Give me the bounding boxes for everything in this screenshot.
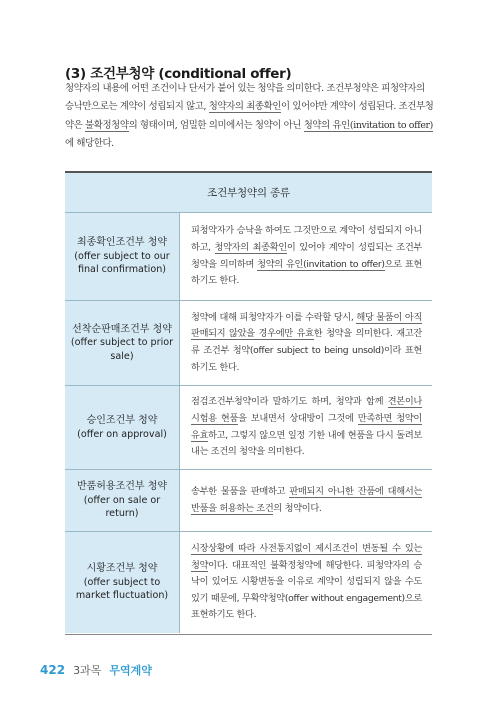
subject-label: 무역계약: [109, 664, 152, 677]
row-title-en: (offer on sale or return): [83, 494, 161, 520]
row-description: 피청약자가 승낙을 하여도 그것만으로 계약이 성립되지 아니하고, 청약자의 최종확인이 있어야 계약이 성립되는 조건부청약을 의미하며 청약의 유인(invitation to offer)으로 표현하기도 한다.: [191, 225, 422, 287]
offer-types-table: [65, 171, 432, 635]
row-title-ko: 반품허용조건부 청약: [76, 481, 168, 493]
table-row: [65, 532, 432, 633]
row-title: [65, 213, 180, 300]
row-title-ko: 승인조건부 청약: [86, 414, 158, 426]
row-description: 시장상황에 따라 사전통지없이 제시조건이 변동될 수 있는 청약이다. 대표적인 불확정청약에 해당한다. 피청약자의 승낙이 있어도 시황변동을 이유로 계약이 성립되지 않을 수도 있기 때문에, 무확약청약(offer without engagement)으로 표현하기도 한다.: [191, 543, 422, 621]
row-description: 청약에 대해 피청약자가 이를 수락할 당시, 해당 물품이 아직 판매되지 않았을 경우에만 유효한 청약을 의미한다. 재고잔류 조건부 청약(offer subject to being unsold)이라 표현하기도 한다.: [191, 311, 422, 373]
row-title-ko: 선착순판매조건부 청약: [72, 323, 172, 335]
chapter-label: 3과목: [73, 664, 102, 677]
row-title-en: (offer subject to market fluctuation): [75, 576, 169, 602]
table-row: [65, 213, 432, 301]
row-title-en: (offer subject to our final confirmation): [74, 250, 170, 276]
intro-paragraph: 청약자의 내용에 어떤 조건이나 단서가 붙어 있는 청약을 의미한다. 조건부청약은 피청약자의 승낙만으로는 계약이 성립되지 않고, 청약자의 최종확인이 있어야만 계약이 성립된다. 조건부청약은 불확정청약의 형태이며, 엄밀한 의미에서는 청약이 아닌 청약의 유인(invitation to offer)에 해당한다.: [65, 83, 434, 150]
table-row: [65, 386, 432, 470]
page-number: 422: [40, 663, 66, 677]
row-title-ko: 시황조건부 청약: [86, 563, 158, 575]
section-heading: (3) 조건부청약 (conditional offer): [65, 66, 292, 82]
row-title: [65, 532, 180, 633]
row-title-ko: 최종확인조건부 청약: [76, 237, 168, 249]
row-description: 송부한 물품을 판매하고 판매되지 아니한 잔품에 대해서는 반품을 허용하는 조건의 청약이다.: [191, 485, 422, 514]
row-title: [65, 386, 180, 469]
row-title: [65, 470, 180, 531]
table-row: [65, 470, 432, 532]
row-description: 점검조건부청약이라 말하기도 하며, 청약과 함께 견본이나 시험용 현품을 보내면서 상대방이 그것에 만족하면 청약이 유효하고, 그렇지 않으면 일정 기한 내에 현품을 다시 돌려보내는 조건의 청약을 의미한다.: [191, 396, 422, 458]
row-title-en: (offer subject to prior sale): [70, 337, 174, 362]
table-header: 조건부청약의 종류: [65, 173, 432, 213]
table-row: [65, 301, 432, 386]
row-title: [65, 301, 180, 385]
page-footer: [40, 662, 152, 678]
row-title-en: (offer on approval): [77, 428, 167, 440]
